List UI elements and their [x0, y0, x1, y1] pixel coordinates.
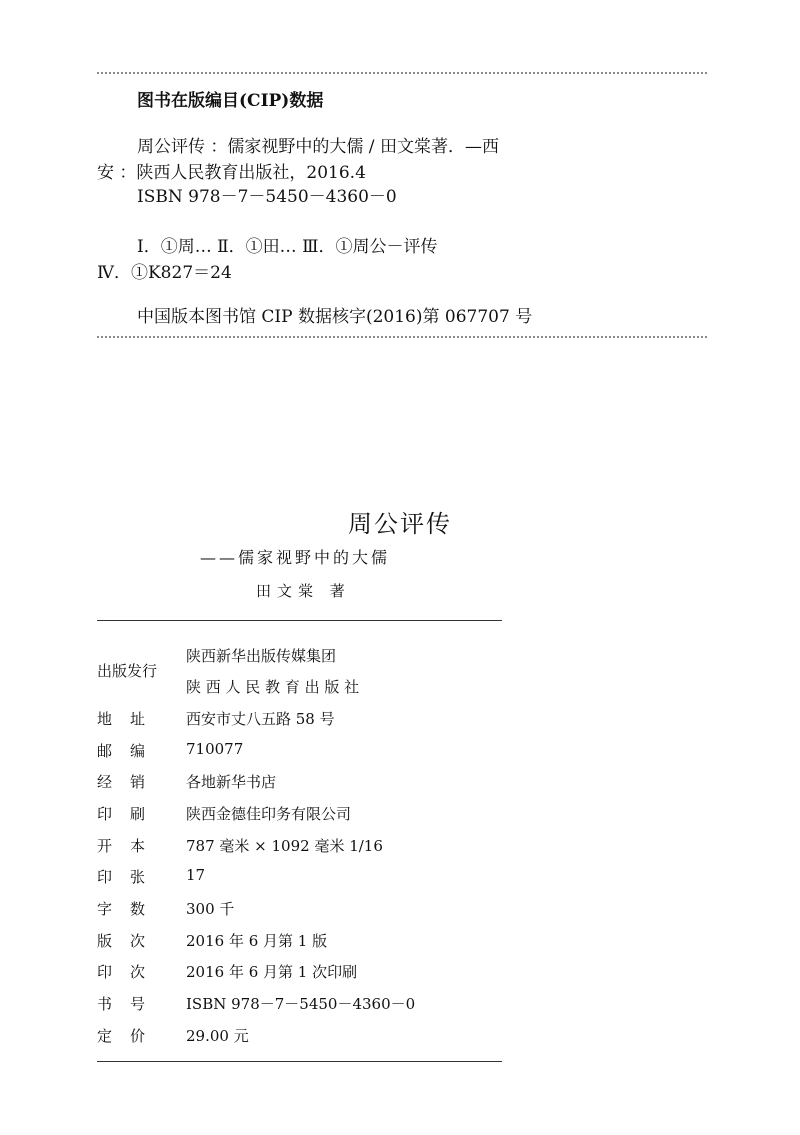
publisher-label: 出版发行: [97, 662, 158, 680]
info-value: 西安市丈八五路 58 号: [186, 710, 335, 728]
rule-bottom: [97, 1061, 502, 1062]
cip-classification-2: Ⅳ．①K827＝24: [97, 263, 232, 283]
info-label: 印次: [97, 963, 164, 981]
info-label: 邮编: [97, 742, 164, 760]
info-value: 陕西金德佳印务有限公司: [186, 805, 352, 823]
info-label: 定价: [97, 1027, 164, 1045]
book-title: 周公评传: [348, 510, 452, 538]
publisher-name: 陕 西 人 民 教 育 出 版 社: [186, 678, 360, 696]
dotted-divider-bottom: [97, 336, 707, 338]
info-value: 各地新华书店: [186, 773, 277, 791]
cip-line-2: 安 ：陕西人民教育出版社，2016.4: [97, 163, 366, 183]
info-label: 开本: [97, 837, 164, 855]
info-label: 书号: [97, 995, 164, 1013]
info-value: ISBN 978－7－5450－4360－0: [186, 995, 416, 1013]
cip-record-number: 中国版本图书馆 CIP 数据核字(2016)第 067707 号: [137, 307, 533, 327]
info-value: 29.00 元: [186, 1027, 249, 1045]
info-label: 印张: [97, 868, 164, 886]
info-value: 787 毫米 × 1092 毫米 1/16: [186, 837, 383, 855]
cip-classification-1: Ⅰ．①周… Ⅱ．①田… Ⅲ．①周公－评传: [137, 237, 438, 257]
info-label: 地址: [97, 710, 164, 728]
cip-line-1: 周公评传 ：儒家视野中的大儒 / 田文棠著．—西: [137, 137, 499, 157]
info-value: 17: [186, 866, 206, 884]
book-author: 田文棠 著: [256, 582, 351, 600]
info-value: 2016 年 6 月第 1 版: [186, 932, 328, 950]
book-subtitle: ——儒家视野中的大儒: [200, 548, 391, 567]
info-label: 版次: [97, 932, 164, 950]
publisher-group: 陕西新华出版传媒集团: [186, 647, 337, 665]
info-label: 字数: [97, 900, 164, 918]
rule-top: [97, 620, 502, 621]
cip-isbn: ISBN 978－7－5450－4360－0: [137, 187, 397, 207]
info-value: 2016 年 6 月第 1 次印刷: [186, 963, 358, 981]
cip-heading: 图书在版编目(CIP)数据: [137, 91, 324, 111]
info-label: 经销: [97, 773, 164, 791]
info-value: 300 千: [186, 900, 235, 918]
dotted-divider-top: [97, 72, 707, 74]
info-value: 710077: [186, 740, 244, 758]
info-label: 印刷: [97, 805, 164, 823]
